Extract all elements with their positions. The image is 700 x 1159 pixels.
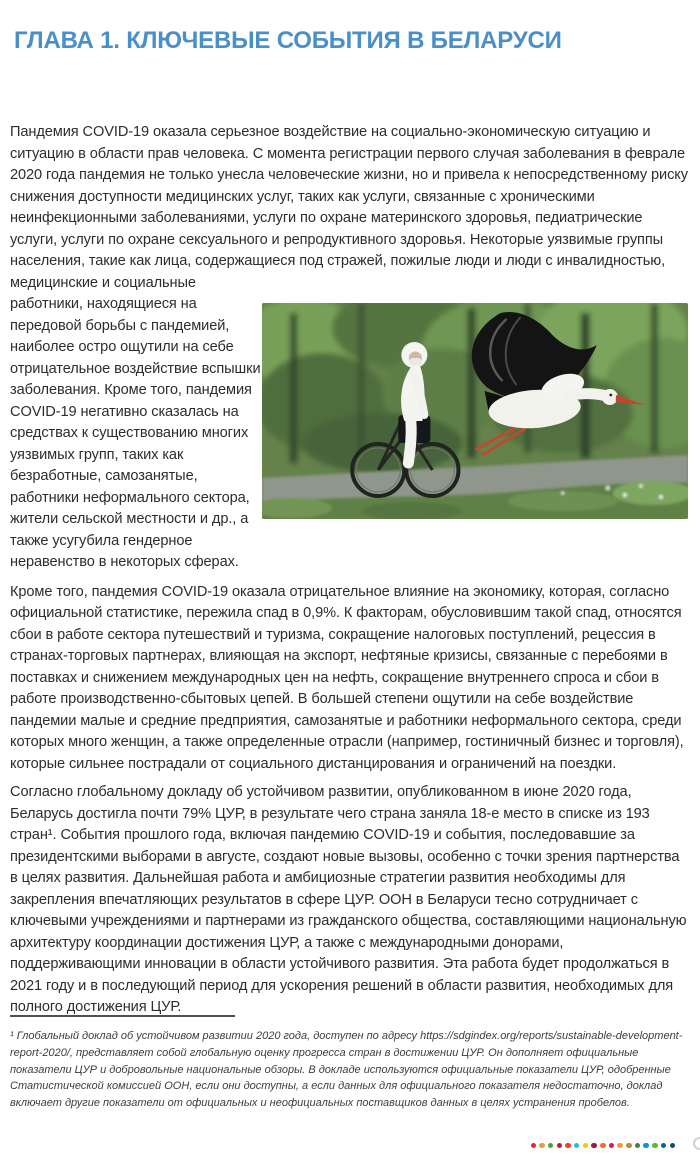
sdg-dot [548, 1143, 554, 1149]
sdg-dot [652, 1143, 658, 1149]
sdg-dot [600, 1143, 606, 1149]
sdg-dot [609, 1143, 615, 1149]
sdg-dot [626, 1143, 632, 1149]
paragraph-2: Кроме того, пандемия COVID-19 оказала отрицательное влияние на экономику, которая, согласно официальной статистике, пережила спад в 0,9%. К факторам, обусловившим такой спад, относятся сбои в работе сектора путешествий и туризма, сокращение налоговых поступлений, рецессия в странах-торговых партнерах, влияющая на экспорт, нефтяные кризисы, связанные с перебоями в поставках и снижением международных цен на нефть, сокращение внутреннего спроса и сбои в работе производственно-сбытовых цепей. В большей степени ощутили на себе воздействие пандемии малые и средние предприятия, самозанятые и работники неформального сектора, среди которых много женщин, а также определенные отрасли (например, гостиничный бизнес и торговля), которые сильнее пострадали от социального дистанцирования и ограничений на поездки. [10, 583, 684, 772]
sdg-dot [643, 1143, 649, 1149]
sdg-dots-row [531, 1143, 676, 1149]
sdg-dot [661, 1143, 667, 1149]
sdg-dot [591, 1143, 597, 1149]
photo-illustration [262, 303, 688, 519]
sdg-dot [574, 1143, 580, 1149]
sdg-dot [557, 1143, 563, 1149]
sdg-dot [635, 1143, 641, 1149]
chapter-title: ГЛАВА 1. КЛЮЧЕВЫЕ СОБЫТИЯ В БЕЛАРУСИ [14, 27, 562, 54]
sdg-dot [617, 1143, 623, 1149]
sdg-dot [539, 1143, 545, 1149]
sdg-dot [531, 1143, 537, 1149]
footnote-text: ¹ Глобальный доклад об устойчивом развитии 2020 года, доступен по адресу https://sdgindex.org/reports/sustainable-development-report-2020/, представляет собой глобальную оценку прогресса стран в достижении ЦУР. Он дополняет официальные показатели ЦУР и добровольные национальные обзоры. В докладе используются официальные показатели ЦУР, одобренные Статистической комиссией ООН, если они доступны, а если данных для официального показателя недостаточно, доклад включает другие показатели от официальных и неофициальных поставщиков данных в целях устранения пробелов. [10, 1030, 683, 1110]
footnote-divider [10, 1015, 235, 1017]
pandemic-cyclist-stork-photo [262, 303, 688, 519]
sdg-dot [565, 1143, 571, 1149]
footnote-section [10, 1015, 688, 1112]
sdg-dot [583, 1143, 589, 1149]
paragraph-3: Согласно глобальному докладу об устойчивом развитии, опубликованном в июне 2020 года, Беларусь достигла почти 79% ЦУР, в результате чего страна заняла 18-е место в списке из 193 стран¹. События прошлого года, включая пандемию COVID-19 и события, последовавшие за президентскими выборами в августе, создают новые вызовы, особенно с точки зрения партнерства в целях развития. Дальнейшая работа и амбициозные стратегии развития необходимы для закрепления впечатляющих результатов в сфере ЦУР. ООН в Беларуси тесно сотрудничает с ключевыми учреждениями и партнерами из гражданского общества, составляющими национальную архитектуру координации достижения ЦУР, а также с международными донорами, поддерживающими инновации в области устойчивого развития. Эта работа будет продолжаться в 2021 году и в последующий период для ускорения решений в области развития, необходимых для полного достижения ЦУР. [10, 784, 687, 1015]
body-text [10, 122, 688, 1019]
paragraph-1-intro: Пандемия COVID-19 оказала серьезное воздействие на социально-экономическую ситуацию и ситуацию в области прав человека. С момента регистрации первого случая заболевания в феврале 2020 года пандемия не только унесла человеческие жизни, но и привела к непосредственному риску снижения доступности медицинских услуг, таких как услуги, связанные с хроническими неинфекционными заболеваниями, услуги по охране материнского здоровья, педиатрические услуги, услуги по охране сексуального и репродуктивного здоровья. Некоторые уязвимые группы населения, такие как лица, содержащиеся под стражей, пожилые люди и люди с инвалидностью, медицинские и социальные [10, 124, 688, 291]
sdg-dot [670, 1143, 676, 1149]
paragraph-1-wrapped: работники, находящиеся на передовой борьбы с пандемией, наиболее остро ощутили на себе отрицательное воздействие вспышки заболевания. Кроме того, пандемия COVID-19 негативно сказалась на средствах к существованию многих уязвимых групп, таких как безработные, самозанятые, работники неформального сектора, жители сельской местности и др., а также усугубила гендерное неравенство в некоторых сферах. [10, 296, 261, 570]
text-photo-row [10, 294, 688, 574]
page-edge-circle [693, 1137, 700, 1150]
